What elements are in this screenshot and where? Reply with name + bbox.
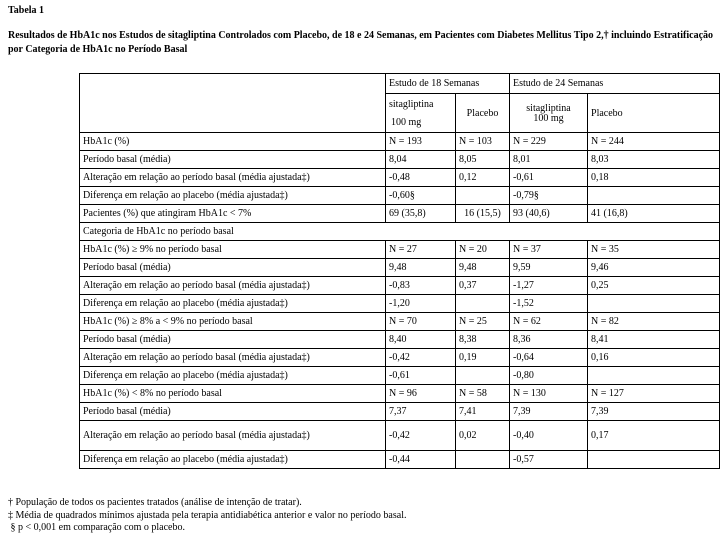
cell-value [456, 367, 510, 385]
cell-value: 7,37 [386, 403, 456, 421]
cell-value: N = 35 [588, 241, 720, 259]
table-title: Tabela 1 [8, 5, 45, 16]
cell-value: N = 20 [456, 241, 510, 259]
table-row [80, 367, 720, 385]
row-label: HbA1c (%) < 8% no período basal [80, 385, 386, 403]
cell-value: 16 (15,5) [456, 205, 510, 223]
cell-value: 8,36 [510, 331, 588, 349]
cell-value [456, 451, 510, 469]
header-sitagliptina-24 [510, 94, 588, 133]
table-row [80, 187, 720, 205]
cell-value: 0,37 [456, 277, 510, 295]
table-row [80, 151, 720, 169]
cell-value: 0,12 [456, 169, 510, 187]
cell-value: 8,03 [588, 151, 720, 169]
cell-value: 8,05 [456, 151, 510, 169]
row-label: HbA1c (%) [80, 133, 386, 151]
cell-value: -1,20 [386, 295, 456, 313]
cell-value: -0,60§ [386, 187, 456, 205]
footnotes [8, 497, 406, 535]
header-row-studies [80, 74, 720, 94]
cell-value: 0,02 [456, 421, 510, 451]
row-label: Alteração em relação ao período basal (média ajustada‡) [80, 349, 386, 367]
cell-value: -0,79§ [510, 187, 588, 205]
row-label: Diferença em relação ao placebo (média ajustada‡) [80, 451, 386, 469]
cell-value: N = 37 [510, 241, 588, 259]
header-sitagliptina-24-dose: 100 mg [533, 113, 564, 124]
table-row [80, 331, 720, 349]
row-label: Pacientes (%) que atingiram HbA1c < 7% [80, 205, 386, 223]
table-row [80, 259, 720, 277]
cell-value: -0,48 [386, 169, 456, 187]
cell-value: 7,39 [588, 403, 720, 421]
table-row [80, 349, 720, 367]
row-label: HbA1c (%) ≥ 8% a < 9% no período basal [80, 313, 386, 331]
row-label: Período basal (média) [80, 403, 386, 421]
header-study-18: Estudo de 18 Semanas [386, 74, 510, 94]
cell-value: N = 130 [510, 385, 588, 403]
cell-value: N = 58 [456, 385, 510, 403]
footnote-pvalue: § p < 0,001 em comparação com o placebo. [8, 522, 185, 533]
header-placebo-18: Placebo [456, 94, 510, 133]
cell-value: -0,57 [510, 451, 588, 469]
cell-value: 8,38 [456, 331, 510, 349]
cell-value: -0,42 [386, 349, 456, 367]
footnote-itt: † População de todos os pacientes tratados (análise de intenção de tratar). [8, 497, 302, 508]
header-sitagliptina-18-name: sitagliptina [389, 99, 434, 110]
cell-value: 9,48 [386, 259, 456, 277]
table-row [80, 133, 720, 151]
cell-value: N = 96 [386, 385, 456, 403]
cell-value: 0,18 [588, 169, 720, 187]
cell-value [456, 295, 510, 313]
cell-value: 9,59 [510, 259, 588, 277]
cell-value: 0,16 [588, 349, 720, 367]
header-placebo-24: Placebo [588, 94, 720, 133]
cell-value [588, 187, 720, 205]
cell-value: 7,39 [510, 403, 588, 421]
header-study-24: Estudo de 24 Semanas [510, 74, 720, 94]
cell-value: 8,01 [510, 151, 588, 169]
cell-value: N = 229 [510, 133, 588, 151]
cell-value: 9,46 [588, 259, 720, 277]
results-table-body [80, 74, 720, 469]
table-row [80, 205, 720, 223]
cell-value: 7,41 [456, 403, 510, 421]
row-label: Alteração em relação ao período basal (média ajustada‡) [80, 169, 386, 187]
row-label: Período basal (média) [80, 259, 386, 277]
header-sitagliptina-18 [386, 94, 456, 133]
cell-value: -0,40 [510, 421, 588, 451]
row-label: Alteração em relação ao período basal (média ajustada‡) [80, 421, 386, 451]
cell-value: -0,61 [386, 367, 456, 385]
cell-value: N = 244 [588, 133, 720, 151]
header-sitagliptina-18-dose: 100 mg [391, 117, 422, 128]
cell-value: N = 103 [456, 133, 510, 151]
cell-value: N = 62 [510, 313, 588, 331]
row-label: Período basal (média) [80, 151, 386, 169]
cell-value: N = 82 [588, 313, 720, 331]
cell-value: 41 (16,8) [588, 205, 720, 223]
cell-value: N = 27 [386, 241, 456, 259]
cell-value: 8,41 [588, 331, 720, 349]
table-row [80, 451, 720, 469]
cell-value: 0,19 [456, 349, 510, 367]
table-caption: Resultados de HbA1c nos Estudos de sitagliptina Controlados com Placebo, de 18 e 24 Semanas, em Pacientes com Diabetes Mellitus Tipo 2,† incluindo Estratificação por Categoria de HbA1c no Período Basal [8, 30, 714, 55]
table-row [80, 295, 720, 313]
row-label: HbA1c (%) ≥ 9% no período basal [80, 241, 386, 259]
table-row [80, 169, 720, 187]
footnote-lsmean: ‡ Média de quadrados mínimos ajustada pela terapia antidiabética anterior e valor no período basal. [8, 509, 407, 521]
row-label: Diferença em relação ao placebo (média ajustada‡) [80, 367, 386, 385]
results-table [79, 73, 720, 469]
table-row [80, 241, 720, 259]
section-label: Categoria de HbA1c no período basal [80, 223, 720, 241]
header-empty-cell [80, 74, 386, 133]
cell-value: 69 (35,8) [386, 205, 456, 223]
cell-value [588, 367, 720, 385]
cell-value: -1,27 [510, 277, 588, 295]
cell-value: -0,64 [510, 349, 588, 367]
cell-value: -1,52 [510, 295, 588, 313]
cell-value: N = 193 [386, 133, 456, 151]
table-row [80, 421, 720, 451]
cell-value: N = 70 [386, 313, 456, 331]
table-row [80, 223, 720, 241]
row-label: Diferença em relação ao placebo (média ajustada‡) [80, 295, 386, 313]
cell-value: 0,17 [588, 421, 720, 451]
cell-value: -0,61 [510, 169, 588, 187]
cell-value: -0,80 [510, 367, 588, 385]
table-row [80, 403, 720, 421]
cell-value [456, 187, 510, 205]
cell-value: 8,40 [386, 331, 456, 349]
cell-value: N = 127 [588, 385, 720, 403]
row-label: Período basal (média) [80, 331, 386, 349]
cell-value: -0,42 [386, 421, 456, 451]
table-row [80, 313, 720, 331]
row-label: Alteração em relação ao período basal (média ajustada‡) [80, 277, 386, 295]
table-row [80, 277, 720, 295]
cell-value: 93 (40,6) [510, 205, 588, 223]
cell-value [588, 451, 720, 469]
header-sitagliptina-24-name: sitagliptina [526, 103, 571, 114]
cell-value: 0,25 [588, 277, 720, 295]
cell-value: N = 25 [456, 313, 510, 331]
row-label: Diferença em relação ao placebo (média ajustada‡) [80, 187, 386, 205]
cell-value: 9,48 [456, 259, 510, 277]
cell-value: -0,83 [386, 277, 456, 295]
cell-value: 8,04 [386, 151, 456, 169]
cell-value: -0,44 [386, 451, 456, 469]
table-row [80, 385, 720, 403]
cell-value [588, 295, 720, 313]
